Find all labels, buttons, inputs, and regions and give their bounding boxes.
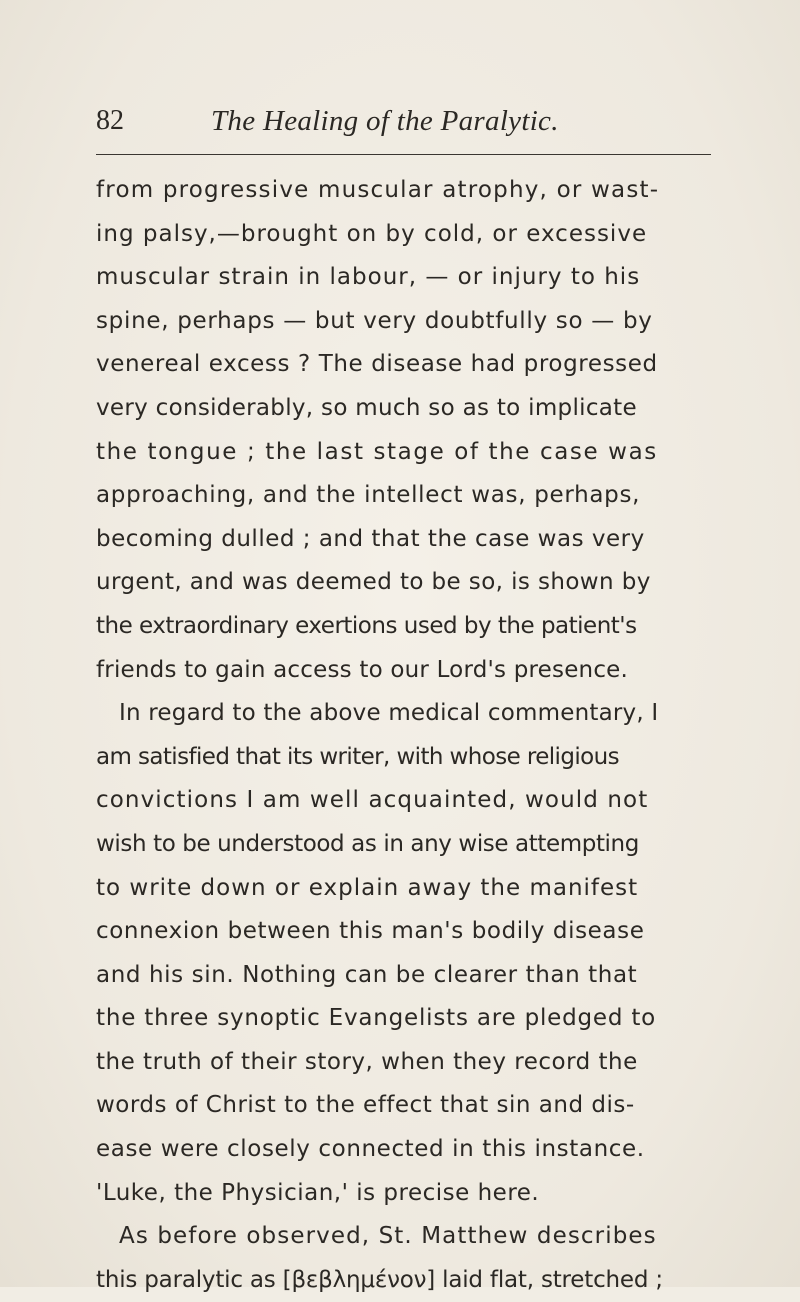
- text-line: the extraordinary exertions used by the patient's: [96, 612, 637, 639]
- text-line: ing palsy,—brought on by cold, or excessive: [96, 220, 648, 247]
- text-line: urgent, and was deemed to be so, is shown by: [96, 569, 651, 596]
- text-line: muscular strain in labour, — or injury to his: [96, 264, 641, 291]
- text-line: convictions I am well acquainted, would not: [96, 787, 649, 814]
- text-line: In regard to the above medical commentary, I: [119, 700, 659, 727]
- text-line: approaching, and the intellect was, perhaps,: [96, 482, 641, 509]
- text-line: words of Christ to the effect that sin and dis-: [96, 1092, 635, 1119]
- text-line: this paralytic as [βεβλημένον] laid flat, stretched ;: [96, 1266, 663, 1293]
- text-line: from progressive muscular atrophy, or wast-: [96, 177, 660, 203]
- text-line: spine, perhaps — but very doubtfully so — by: [96, 307, 653, 334]
- text-line: the tongue ; the last stage of the case was: [96, 438, 658, 465]
- text-line: very considerably, so much so as to implicate: [96, 394, 637, 421]
- body-text: [96, 169, 726, 1302]
- text-line: wish to be understood as in any wise attempting: [96, 830, 639, 857]
- text-line: ease were closely connected in this instance.: [96, 1136, 645, 1163]
- page-number: 82: [96, 105, 124, 136]
- running-title: The Healing of the Paralytic.: [211, 105, 559, 137]
- text-line: becoming dulled ; and that the case was very: [96, 525, 645, 552]
- text-line: and his sin. Nothing can be clearer than that: [96, 961, 638, 988]
- text-line: to write down or explain away the manifest: [96, 874, 639, 901]
- text-line: am satisfied that its writer, with whose religious: [96, 743, 619, 770]
- text-line: friends to gain access to our Lord's presence.: [96, 656, 629, 683]
- text-line: As before observed, St. Matthew describes: [119, 1223, 657, 1250]
- text-line: venereal excess ? The disease had progressed: [96, 351, 658, 378]
- header-rule: [96, 154, 711, 155]
- page-header: [96, 100, 711, 144]
- text-line: the three synoptic Evangelists are pledged to: [96, 1005, 657, 1032]
- text-line: the truth of their story, when they record the: [96, 1048, 638, 1075]
- text-line: 'Luke, the Physician,' is precise here.: [96, 1179, 540, 1206]
- text-line: connexion between this man's bodily disease: [96, 918, 645, 945]
